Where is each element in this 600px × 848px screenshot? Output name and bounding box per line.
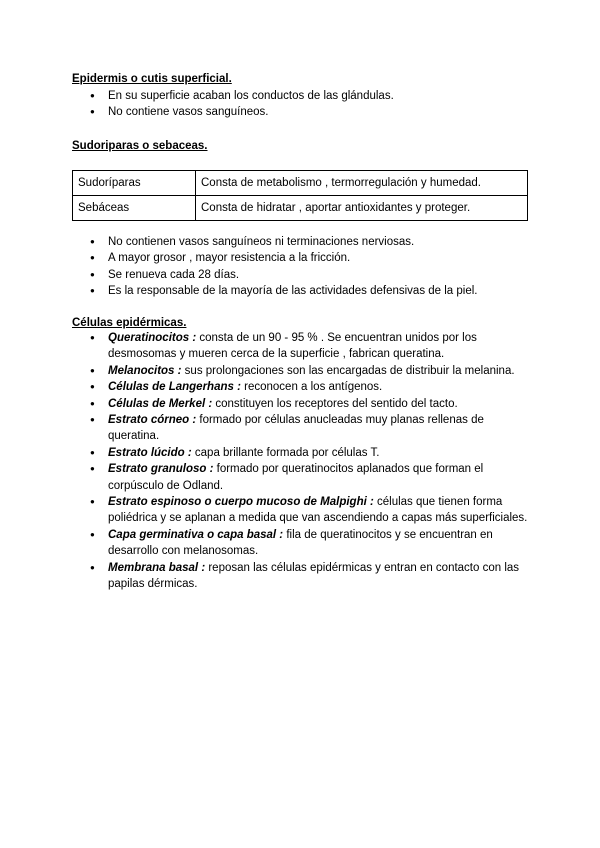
term-label: Células de Langerhans :	[108, 381, 241, 394]
term-text: células que tienen forma poliédrica y se aplanan a medida que van ascendiendo a capas más superficiales.	[108, 496, 528, 525]
term-label: Estrato lúcido :	[108, 446, 192, 459]
term-text: capa brillante formada por células T.	[191, 446, 380, 459]
glands-table	[72, 170, 528, 221]
term-text: formado por queratinocitos aplanados que forman el corpúsculo de Odland.	[108, 463, 484, 492]
list-item	[90, 461, 530, 494]
list-item: ● Se renueva cada 28 días.	[90, 267, 530, 283]
list-item: ● A mayor grosor , mayor resistencia a la fricción.	[90, 250, 530, 266]
term-label: Capa germinativa o capa basal :	[108, 528, 284, 541]
list-item	[90, 396, 530, 412]
table-cell-name: Sudoríparas	[73, 171, 196, 196]
term-label: Estrato córneo :	[108, 414, 197, 427]
term-label: Queratinocitos :	[108, 332, 197, 344]
list-item	[90, 412, 530, 445]
heading-epidermis: Epidermis o cutis superficial.	[72, 73, 232, 85]
table-cell-desc: Consta de hidratar , aportar antioxidantes y proteger.	[196, 196, 528, 221]
list-item	[90, 445, 530, 461]
term-text: reconocen a los antígenos.	[240, 381, 383, 394]
cells-list	[90, 330, 530, 593]
list-item	[90, 527, 530, 560]
table-row	[73, 196, 528, 221]
term-label: Células de Merkel :	[108, 397, 213, 410]
epidermis-list	[90, 88, 530, 121]
list-item: ● Es la responsable de la mayoría de las actividades defensivas de la piel.	[90, 283, 530, 299]
list-item: ● No contiene vasos sanguíneos.	[90, 104, 530, 120]
term-label: Melanocitos :	[108, 364, 182, 377]
table-cell-name: Sebáceas	[73, 196, 196, 221]
skin-properties-list	[90, 234, 530, 300]
list-item	[90, 363, 530, 379]
heading-celulas: Células epidérmicas.	[72, 317, 187, 329]
table-row	[73, 171, 528, 196]
term-text: consta de un 90 - 95 % . Se encuentran unidos por los desmosomas y mueren cerca de la superficie , fabrican queratina.	[108, 332, 477, 361]
list-item: ● En su superficie acaban los conductos de las glándulas.	[90, 88, 530, 104]
list-item	[90, 330, 530, 363]
list-item: ● No contienen vasos sanguíneos ni terminaciones nerviosas.	[90, 234, 530, 250]
term-text: sus prolongaciones son las encargadas de distribuir la melanina.	[181, 364, 515, 377]
list-item	[90, 379, 530, 395]
term-text: constituyen los receptores del sentido del tacto.	[212, 397, 458, 410]
list-item	[90, 560, 530, 593]
table-cell-desc: Consta de metabolismo , termorregulación y humedad.	[196, 171, 528, 196]
term-label: Estrato espinoso o cuerpo mucoso de Malpighi :	[108, 496, 374, 509]
term-label: Estrato granuloso :	[108, 463, 214, 476]
term-label: Membrana basal :	[108, 561, 206, 574]
term-text: formado por células anucleadas muy planas rellenas de queratina.	[108, 414, 484, 443]
list-item	[90, 494, 530, 527]
term-text: reposan las células epidérmicas y entran en contacto con las papilas dérmicas.	[108, 561, 520, 591]
term-text: fila de queratinocitos y se encuentran en desarrollo con melanosomas.	[108, 528, 493, 558]
heading-glandulas: Sudoriparas o sebaceas.	[72, 140, 208, 152]
